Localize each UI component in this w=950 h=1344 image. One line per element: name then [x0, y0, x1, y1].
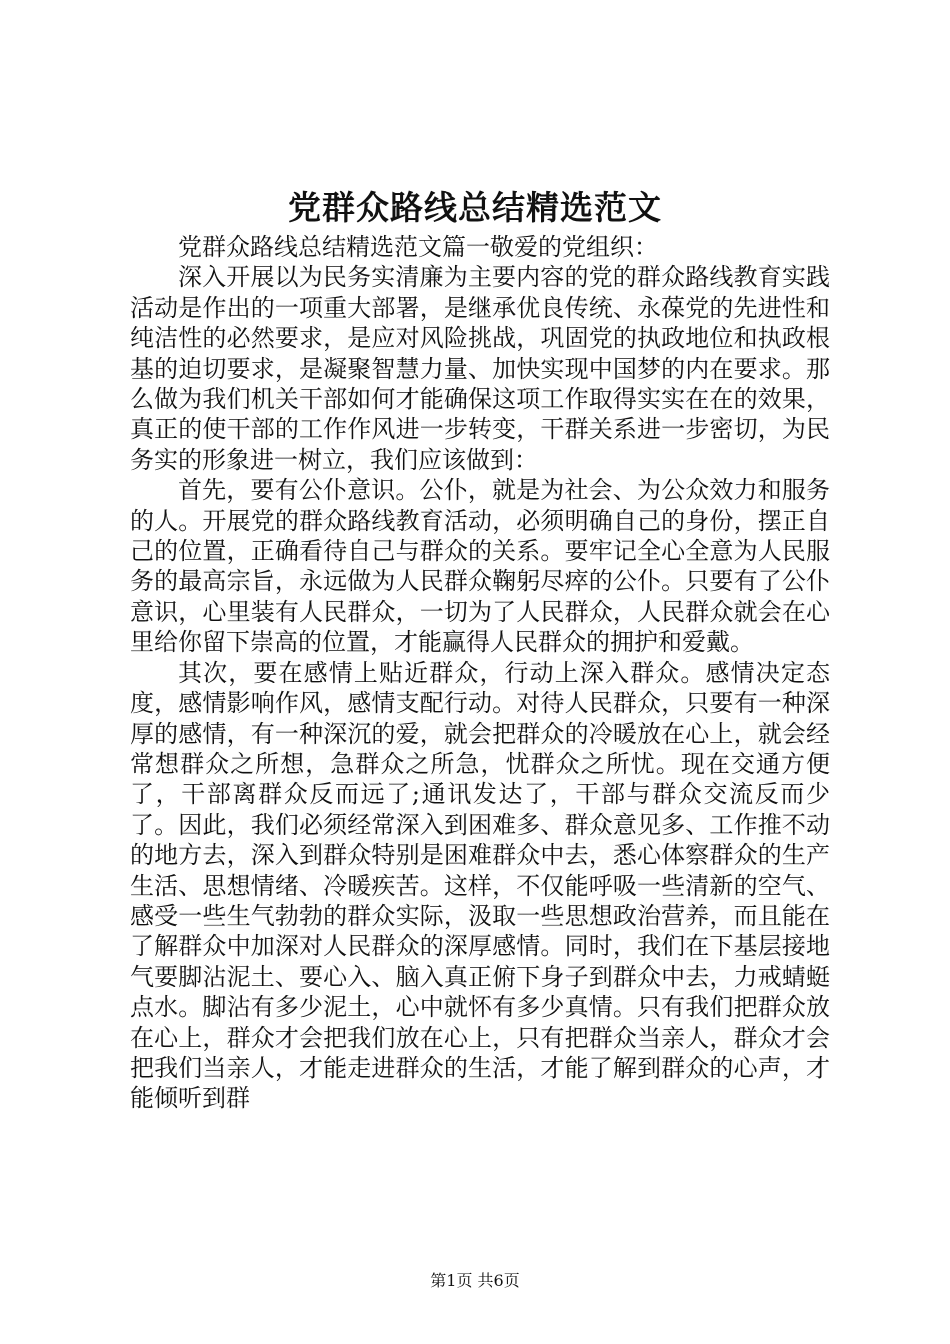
paragraph-overview: 深入开展以为民务实清廉为主要内容的党的群众路线教育实践活动是作出的一项重大部署，是继承优良传统、永葆党的先进性和纯洁性的必然要求，是应对风险挑战，巩固党的执政地位和执政根基的迫切要求，是凝聚智慧力量、加快实现中国梦的内在要求。那么做为我们机关干部如何才能确保这项工作取得实实在在的效果，真正的使干部的工作作风进一步转变，干群关系进一步密切，为民务实的形象进一树立，我们应该做到：: [130, 263, 830, 474]
page-number-footer: 第1页 共6页: [430, 1271, 520, 1290]
paragraph-intro: 党群众路线总结精选范文篇一敬爱的党组织：: [178, 233, 658, 261]
paragraph-first-point: 首先，要有公仆意识。公仆，就是为社会、为公众效力和服务的人。开展党的群众路线教育活动，必须明确自己的身份，摆正自己的位置，正确看待自己与群众的关系。要牢记全心全意为人民服务的最高宗旨，永远做为人民群众鞠躬尽瘁的公仆。只要有了公仆意识，心里装有人民群众，一切为了人民群众，人民群众就会在心里给你留下崇高的位置，才能赢得人民群众的拥护和爱戴。: [130, 476, 830, 657]
paragraph-second-point: 其次，要在感情上贴近群众，行动上深入群众。感情决定态度，感情影响作风，感情支配行动。对待人民群众，只要有一种深厚的感情，有一种深沉的爱，就会把群众的冷暖放在心上，就会经常想群众之所想，急群众之所急，忧群众之所忧。现在交通方便了，干部离群众反而远了;通讯发达了，干部与群众交流反而少了。因此，我们必须经常深入到困难多、群众意见多、工作推不动的地方去，深入到群众特别是困难群众中去，悉心体察群众的生产生活、思想情绪、冷暖疾苦。这样，不仅能呼吸一些清新的空气、感受一些生气勃勃的群众实际，汲取一些思想政治营养，而且能在了解群众中加深对人民群众的深厚感情。同时，我们在下基层接地气要脚沾泥土、要心入、脑入真正俯下身子到群众中去，力戒蜻蜓点水。脚沾有多少泥土，心中就怀有多少真情。只有我们把群众放在心上，群众才会把我们放在心上，只有把群众当亲人，群众才会把我们当亲人，才能走进群众的生活，才能了解到群众的心声，才能倾听到群: [130, 658, 830, 1113]
document-body: [130, 232, 830, 1114]
document-title: 党群众路线总结精选范文: [288, 188, 662, 227]
